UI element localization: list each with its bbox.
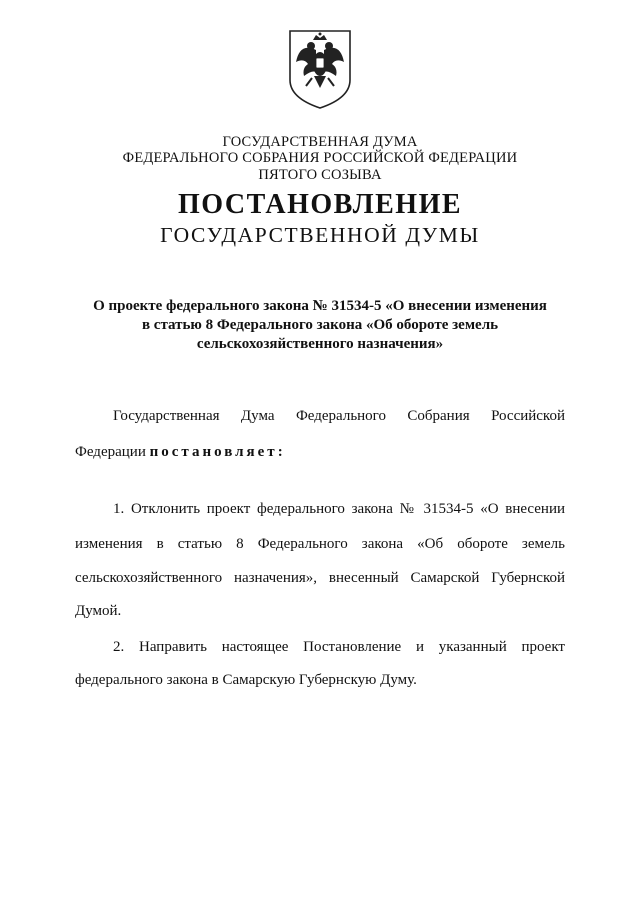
- document-issuer: ГОСУДАРСТВЕННОЙ ДУМЫ: [160, 223, 480, 247]
- subject-line2: в статью 8 Федерального закона «Об обороте земель: [141, 317, 499, 333]
- subject-line1: О проекте федерального закона № 31534-5 «О внесении изменения: [93, 298, 547, 314]
- subject-line3: сельскохозяйственного назначения»: [196, 336, 444, 352]
- item1-line2: изменения в статью 8 Федерального закона «Об обороте земель: [75, 536, 565, 552]
- resolution-verb: постановляет: [149, 444, 278, 460]
- item2-line1: 2. Направить настоящее Постановление и указанный проект: [113, 639, 565, 655]
- convocation-line: ПЯТОГО СОЗЫВА: [258, 167, 382, 183]
- item1-line4: Думой.: [75, 603, 122, 619]
- item2-line2: федерального закона в Самарскую Губернскую Думу.: [75, 672, 417, 688]
- document-type-title: ПОСТАНОВЛЕНИЕ: [177, 189, 463, 220]
- item1-line3: сельскохозяйственного назначения», внесенный Самарской Губернской: [75, 570, 565, 586]
- org-name-line2: ФЕДЕРАЛЬНОГО СОБРАНИЯ РОССИЙСКОЙ ФЕДЕРАЦИИ: [122, 150, 518, 166]
- preamble-line1: Государственная Дума Федерального Собрания Российской: [113, 408, 565, 424]
- preamble-line2: [75, 442, 565, 462]
- item1-line1: 1. Отклонить проект федерального закона № 31534-5 «О внесении: [113, 501, 565, 517]
- coat-of-arms-icon: [286, 28, 354, 110]
- preamble-prefix: Федерации: [75, 444, 146, 460]
- org-name-line1: ГОСУДАРСТВЕННАЯ ДУМА: [222, 134, 418, 150]
- preamble-colon: :: [277, 444, 283, 460]
